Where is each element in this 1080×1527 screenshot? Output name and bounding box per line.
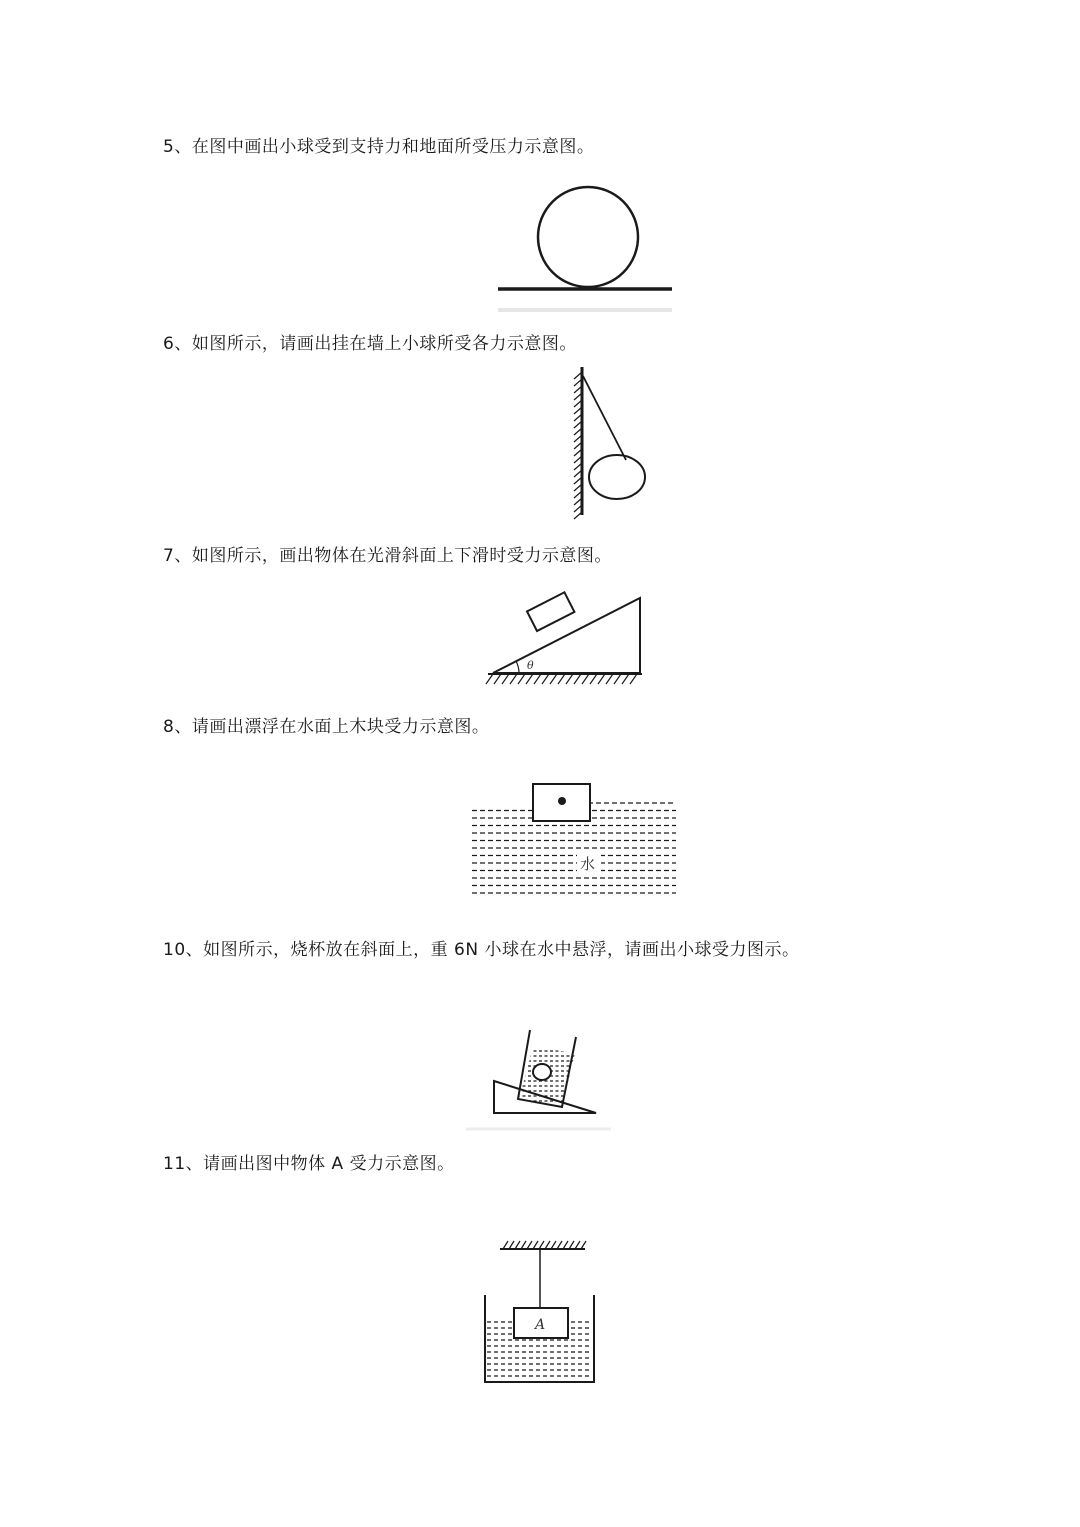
- figure-block-on-incline: [485, 592, 645, 692]
- suspended-ball: [533, 1064, 551, 1080]
- question-11-text: 11、请画出图中物体 A 受力示意图。: [163, 1154, 455, 1174]
- figure-block-in-water-container: [475, 1240, 605, 1390]
- block-shape: [527, 592, 574, 631]
- question-8-text: 8、请画出漂浮在水面上木块受力示意图。: [163, 717, 490, 737]
- angle-arc: [516, 661, 519, 673]
- figure-ball-on-ground: [495, 185, 675, 315]
- ground-hatch: [486, 674, 637, 684]
- question-7-text: 7、如图所示，画出物体在光滑斜面上下滑时受力示意图。: [163, 546, 612, 566]
- ceiling-hatch: [503, 1241, 586, 1249]
- question-6-text: 6、如图所示，请画出挂在墙上小球所受各力示意图。: [163, 334, 577, 354]
- ball-shape: [589, 455, 645, 499]
- object-a-label: A: [535, 1317, 546, 1333]
- figure-floating-block: [468, 770, 683, 900]
- water-label: 水: [580, 855, 596, 873]
- string-line: [583, 376, 626, 460]
- figure-beaker-on-incline: [466, 1025, 611, 1135]
- question-5-text: 5、在图中画出小球受到支持力和地面所受压力示意图。: [163, 137, 595, 157]
- center-dot: [558, 797, 566, 805]
- angle-label: θ: [527, 659, 534, 672]
- ball-shape: [538, 187, 638, 287]
- question-10-text: 10、如图所示，烧杯放在斜面上，重 6N 小球在水中悬浮，请画出小球受力图示。: [163, 940, 800, 960]
- figure-ball-hanging-on-wall: [560, 362, 660, 522]
